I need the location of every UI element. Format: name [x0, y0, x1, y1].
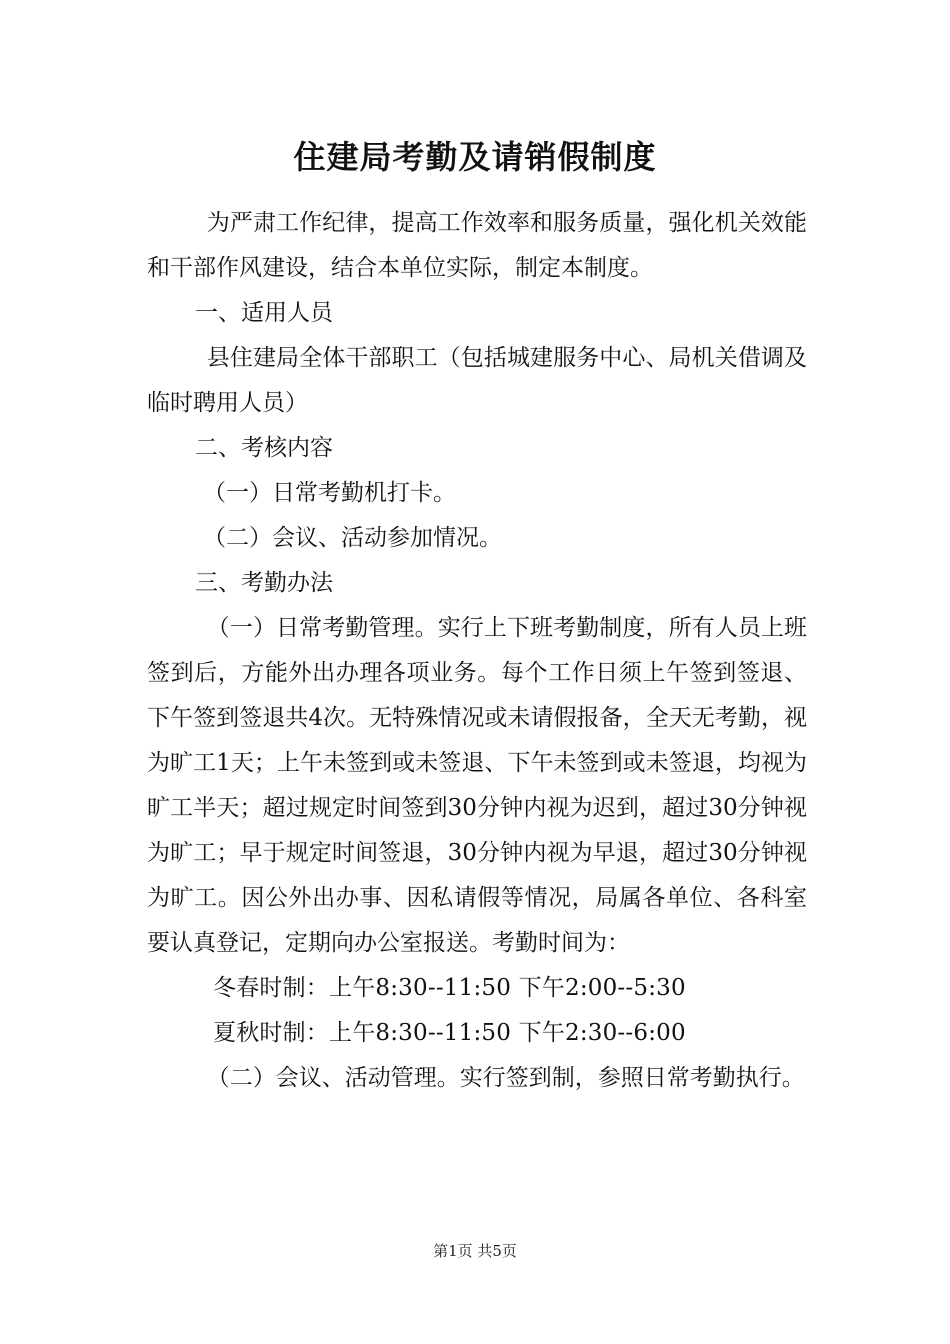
page-footer: 第1页 共5页: [433, 1242, 517, 1260]
meeting-lead: （二）会议、活动管理。: [206, 1065, 460, 1091]
document-title: 住建局考勤及请销假制度: [293, 138, 657, 176]
assessment-item-1: （一）日常考勤机打卡。: [203, 480, 456, 506]
winter-schedule: 冬春时制：上午8:30--11:50 下午2:00--5:30: [213, 975, 686, 1001]
meeting-paragraph: [147, 1056, 807, 1101]
document-body: [147, 201, 807, 1101]
intro-paragraph: 为严肃工作纪律，提高工作效率和服务质量，强化机关效能和干部作风建设，结合本单位实际，制定本制度。: [147, 210, 807, 281]
daily-attendance-paragraph: [147, 606, 807, 966]
section-heading-assessment: 二、考核内容: [195, 435, 333, 461]
daily-attendance-text: 实行上下班考勤制度，所有人员上班签到后，方能外出办理各项业务。每个工作日须上午签到签退、下午签到签退共4次。无特殊情况或未请假报备，全天无考勤，视为旷工1天；上午未签到或未签退、下午未签到或未签退，均视为旷工半天；超过规定时间签到30分钟内视为迟到，超过30分钟视为旷工；早于规定时间签退，30分钟内视为早退，超过30分钟视为旷工。因公外出办事、因私请假等情况，局属各单位、各科室要认真登记，定期向办公室报送。考勤时间为：: [147, 615, 808, 956]
section-heading-applicable: 一、适用人员: [195, 300, 333, 326]
daily-attendance-lead: （一）日常考勤管理。: [206, 615, 438, 641]
assessment-item-2: （二）会议、活动参加情况。: [203, 525, 502, 551]
applicable-personnel-text: 县住建局全体干部职工（包括城建服务中心、局机关借调及临时聘用人员）: [147, 345, 807, 416]
meeting-text: 实行签到制，参照日常考勤执行。: [459, 1065, 805, 1091]
section-heading-methods: 三、考勤办法: [195, 570, 333, 596]
summer-schedule: 夏秋时制：上午8:30--11:50 下午2:30--6:00: [213, 1020, 686, 1046]
